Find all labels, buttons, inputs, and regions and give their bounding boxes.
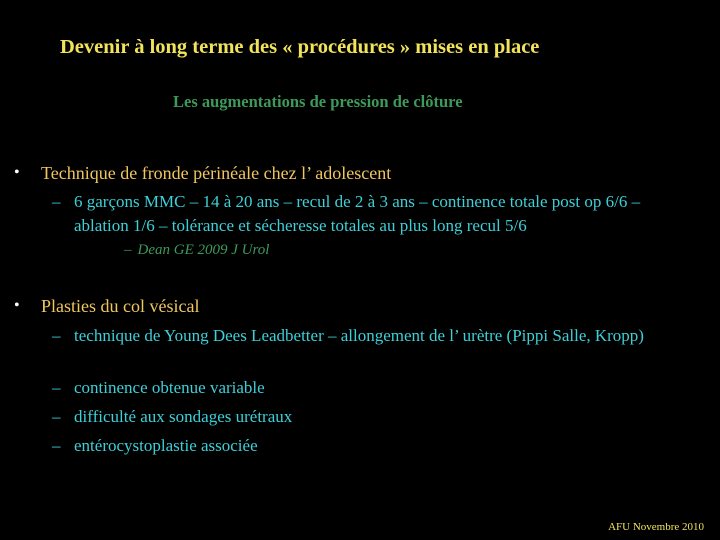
slide-footer: AFU Novembre 2010 bbox=[608, 521, 704, 533]
dash-marker: – bbox=[52, 436, 61, 455]
bullet-item bbox=[14, 294, 694, 318]
slide-title: Devenir à long terme des « procédures » mises en place bbox=[60, 36, 540, 58]
sub-bullet-item bbox=[52, 190, 712, 238]
bullet-marker: • bbox=[14, 297, 20, 314]
sub-bullet-item bbox=[52, 405, 712, 429]
bullet-item bbox=[14, 161, 694, 185]
dash-marker: – bbox=[52, 407, 61, 426]
reference-text: Dean GE 2009 J Urol bbox=[137, 242, 270, 258]
bullet-text: Plasties du col vésical bbox=[41, 296, 200, 316]
reference-citation bbox=[124, 242, 269, 259]
sub-bullet-item bbox=[52, 324, 712, 372]
dash-marker: – bbox=[52, 326, 61, 345]
sub-bullet-text: difficulté aux sondages urétraux bbox=[74, 407, 293, 426]
dash-marker: – bbox=[52, 192, 61, 211]
dash-marker: – bbox=[52, 378, 61, 397]
sub-bullet-text: continence obtenue variable bbox=[74, 378, 265, 397]
bullet-text: Technique de fronde périnéale chez l’ adolescent bbox=[41, 163, 392, 183]
sub-bullet-text: 6 garçons MMC – 14 à 20 ans – recul de 2 à 3 ans – continence totale post op 6/6 – ablation 1/6 – tolérance et sécheresse totales au plus long recul 5/6 bbox=[74, 192, 641, 235]
sub-bullet-item bbox=[52, 434, 712, 458]
dash-marker: – bbox=[124, 242, 132, 258]
bullet-marker: • bbox=[14, 164, 20, 181]
slide-subtitle: Les augmentations de pression de clôture bbox=[173, 92, 463, 111]
sub-bullet-text: technique de Young Dees Leadbetter – allongement de l’ urètre (Pippi Salle, Kropp) bbox=[74, 326, 644, 345]
sub-bullet-item bbox=[52, 376, 712, 400]
sub-bullet-text: entérocystoplastie associée bbox=[74, 436, 258, 455]
